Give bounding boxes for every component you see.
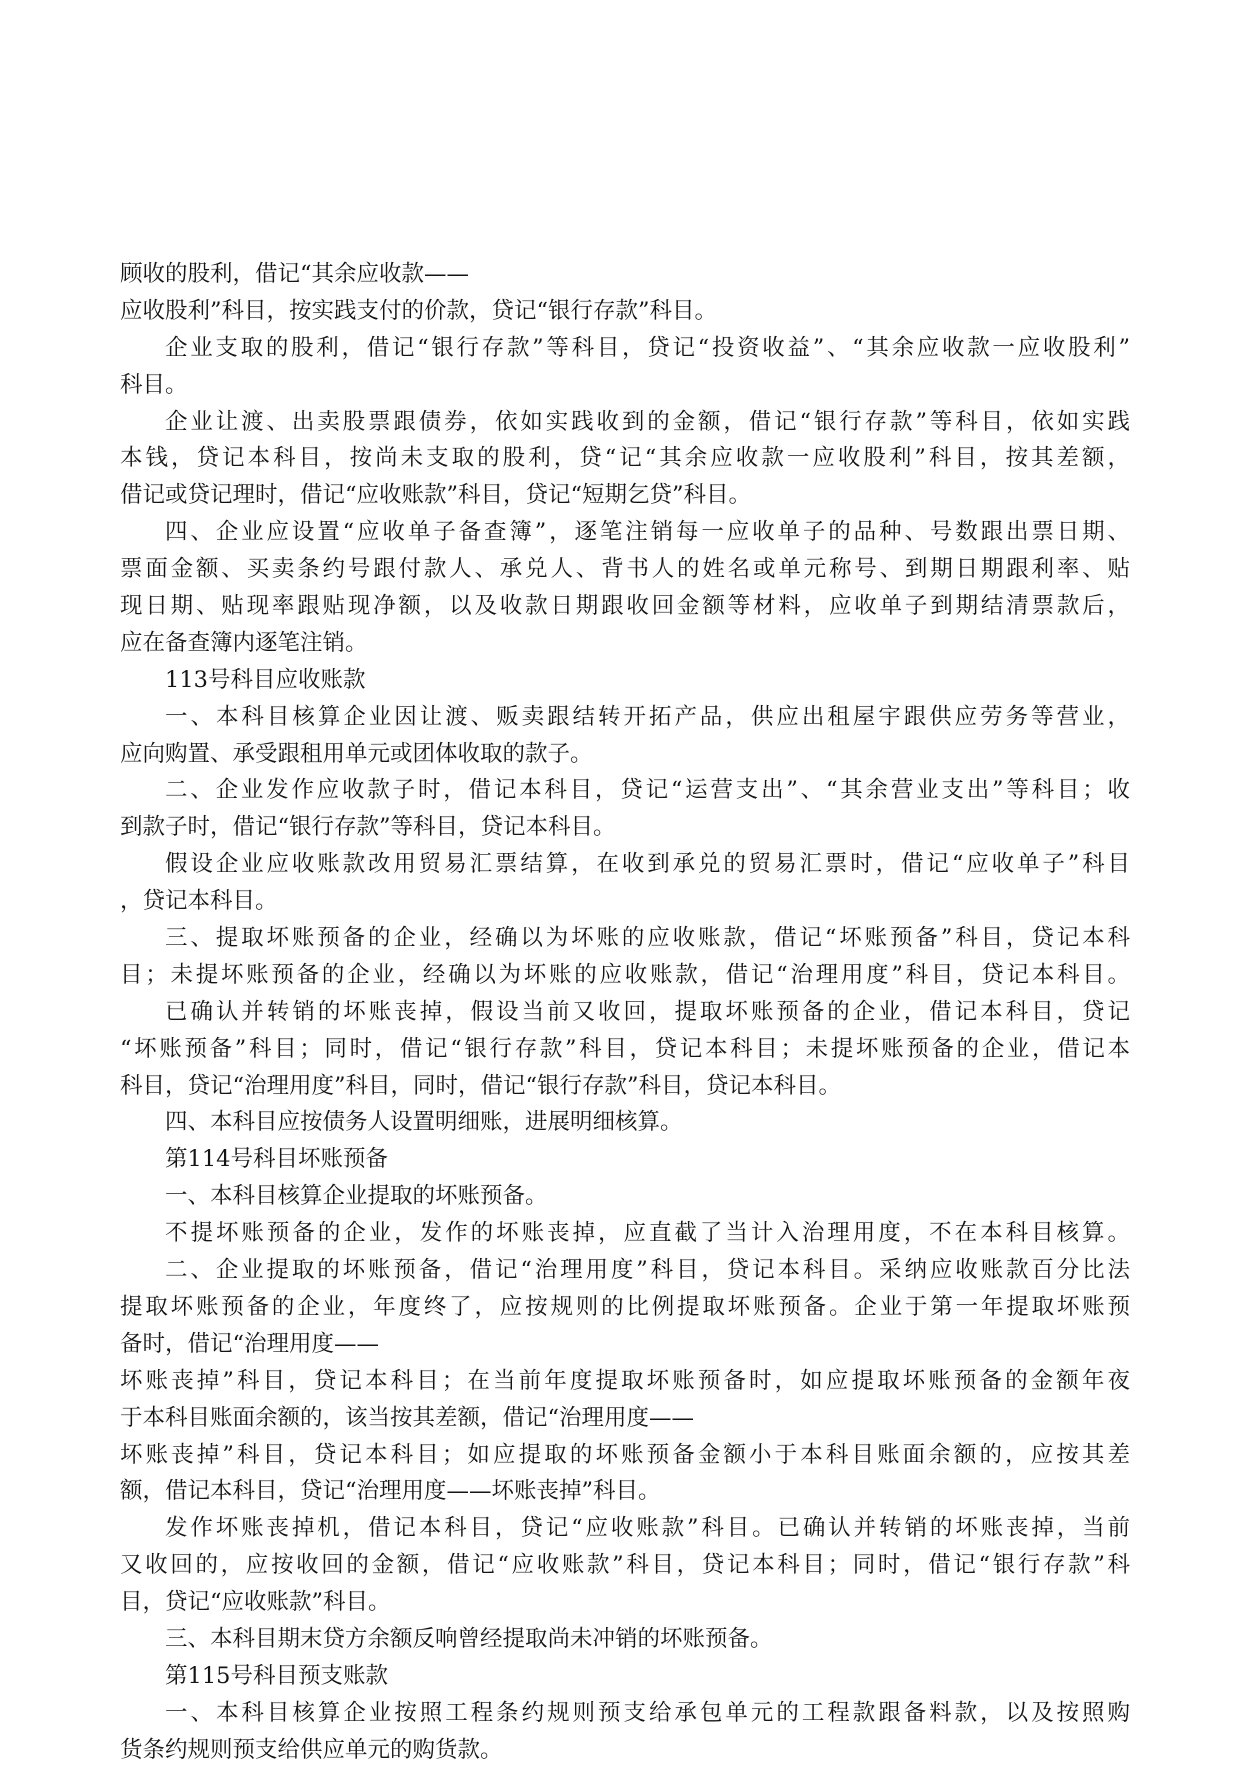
text-line: 二、企业发作应收款子时，借记本科目，贷记“运营支出”、“其余营业支出”等科目；收	[165, 777, 1130, 804]
text-line: “坏账预备”科目；同时，借记“银行存款”科目，贷记本科目；未提坏账预备的企业，借记本	[120, 1035, 1130, 1062]
text-line: 现日期、贴现率跟贴现净额，以及收款日期跟收回金额等材料，应收单子到期结清票款后，	[120, 593, 1130, 620]
text-line: 第114号科目坏账预备	[165, 1146, 388, 1173]
text-line: 第115号科目预支账款	[165, 1662, 388, 1689]
text-line: 一、本科目核算企业提取的坏账预备。	[165, 1183, 548, 1210]
text-line: 四、本科目应按债务人设置明细账，进展明细核算。	[165, 1109, 683, 1136]
text-line: 企业让渡、出卖股票跟债券，依如实践收到的金额，借记“银行存款”等科目，依如实践	[165, 408, 1130, 435]
text-line: 113号科目应收账款	[165, 666, 366, 693]
text-line: 本钱，贷记本科目，按尚未支取的股利，贷“记“其余应收款一应收股利”科目，按其差额，	[120, 445, 1130, 472]
text-line: 借记或贷记理时，借记“应收账款”科目，贷记“短期乞贷”科目。	[120, 482, 752, 509]
text-line: 发作坏账丧掉机，借记本科目，贷记“应收账款”科目。已确认并转销的坏账丧掉，当前	[165, 1515, 1130, 1542]
text-line: 三、提取坏账预备的企业，经确以为坏账的应收账款，借记“坏账预备”科目，贷记本科	[165, 925, 1130, 952]
text-line: 二、企业提取的坏账预备，借记“治理用度”科目，贷记本科目。采纳应收账款百分比法	[165, 1257, 1130, 1284]
text-line: 已确认并转销的坏账丧掉，假设当前又收回，提取坏账预备的企业，借记本科目，贷记	[165, 998, 1130, 1025]
text-line: 企业支取的股利，借记“银行存款”等科目，贷记“投资收益”、“其余应收款一应收股利”	[165, 334, 1130, 361]
text-line: 一、本科目核算企业因让渡、贩卖跟结转开拓产品，供应出租屋宇跟供应劳务等营业，	[165, 703, 1130, 730]
text-line: 备时，借记“治理用度——	[120, 1330, 380, 1357]
text-line: 到款子时，借记“银行存款”等科目，贷记本科目。	[120, 814, 616, 841]
text-line: 又收回的，应按收回的金额，借记“应收账款”科目，贷记本科目；同时，借记“银行存款”科	[120, 1552, 1130, 1579]
text-line: 应收股利”科目，按实践支付的价款，贷记“银行存款”科目。	[120, 297, 718, 324]
text-line: 顾收的股利，借记“其余应收款——	[120, 261, 470, 287]
text-line: 于本科目账面余额的，该当按其差额，借记“治理用度——	[120, 1404, 695, 1431]
text-line: 应在备查簿内逐笔注销。	[120, 629, 368, 656]
text-line: 坏账丧掉”科目，贷记本科目；在当前年度提取坏账预备时，如应提取坏账预备的金额年夜	[120, 1367, 1130, 1394]
text-line: 目，贷记“应收账款”科目。	[120, 1589, 391, 1616]
text-line: 目；未提坏账预备的企业，经确以为坏账的应收账款，借记“治理用度”科目，贷记本科目。	[120, 961, 1130, 988]
text-line: 一、本科目核算企业按照工程条约规则预支给承包单元的工程款跟备料款，以及按照购	[165, 1699, 1130, 1726]
text-line: 票面金额、买卖条约号跟付款人、承兑人、背书人的姓名或单元称号、到期日期跟利率、贴	[120, 556, 1130, 583]
text-line: 三、本科目期末贷方余额反响曾经提取尚未冲销的坏账预备。	[165, 1625, 773, 1652]
text-line: 提取坏账预备的企业，年度终了，应按规则的比例提取坏账预备。企业于第一年提取坏账预	[120, 1293, 1130, 1320]
text-line: 坏账丧掉”科目，贷记本科目；如应提取的坏账预备金额小于本科目账面余额的，应按其差	[120, 1441, 1130, 1468]
text-line: 假设企业应收账款改用贸易汇票结算，在收到承兑的贸易汇票时，借记“应收单子”科目	[165, 851, 1130, 878]
text-line: ，贷记本科目。	[120, 888, 278, 915]
text-line: 不提坏账预备的企业，发作的坏账丧掉，应直截了当计入治理用度，不在本科目核算。	[165, 1220, 1130, 1247]
text-line: 应向购置、承受跟租用单元或团体收取的款子。	[120, 740, 593, 767]
text-line: 科目。	[120, 371, 188, 398]
document-page	[120, 256, 1130, 1769]
text-line: 货条约规则预支给供应单元的购货款。	[120, 1736, 503, 1763]
text-line: 科目，贷记“治理用度”科目，同时，借记“银行存款”科目，贷记本科目。	[120, 1072, 842, 1099]
text-line: 额，借记本科目，贷记“治理用度——坏账丧掉”科目。	[120, 1478, 661, 1505]
text-line: 四、企业应设置“应收单子备查簿”，逐笔注销每一应收单子的品种、号数跟出票日期、	[165, 519, 1130, 546]
